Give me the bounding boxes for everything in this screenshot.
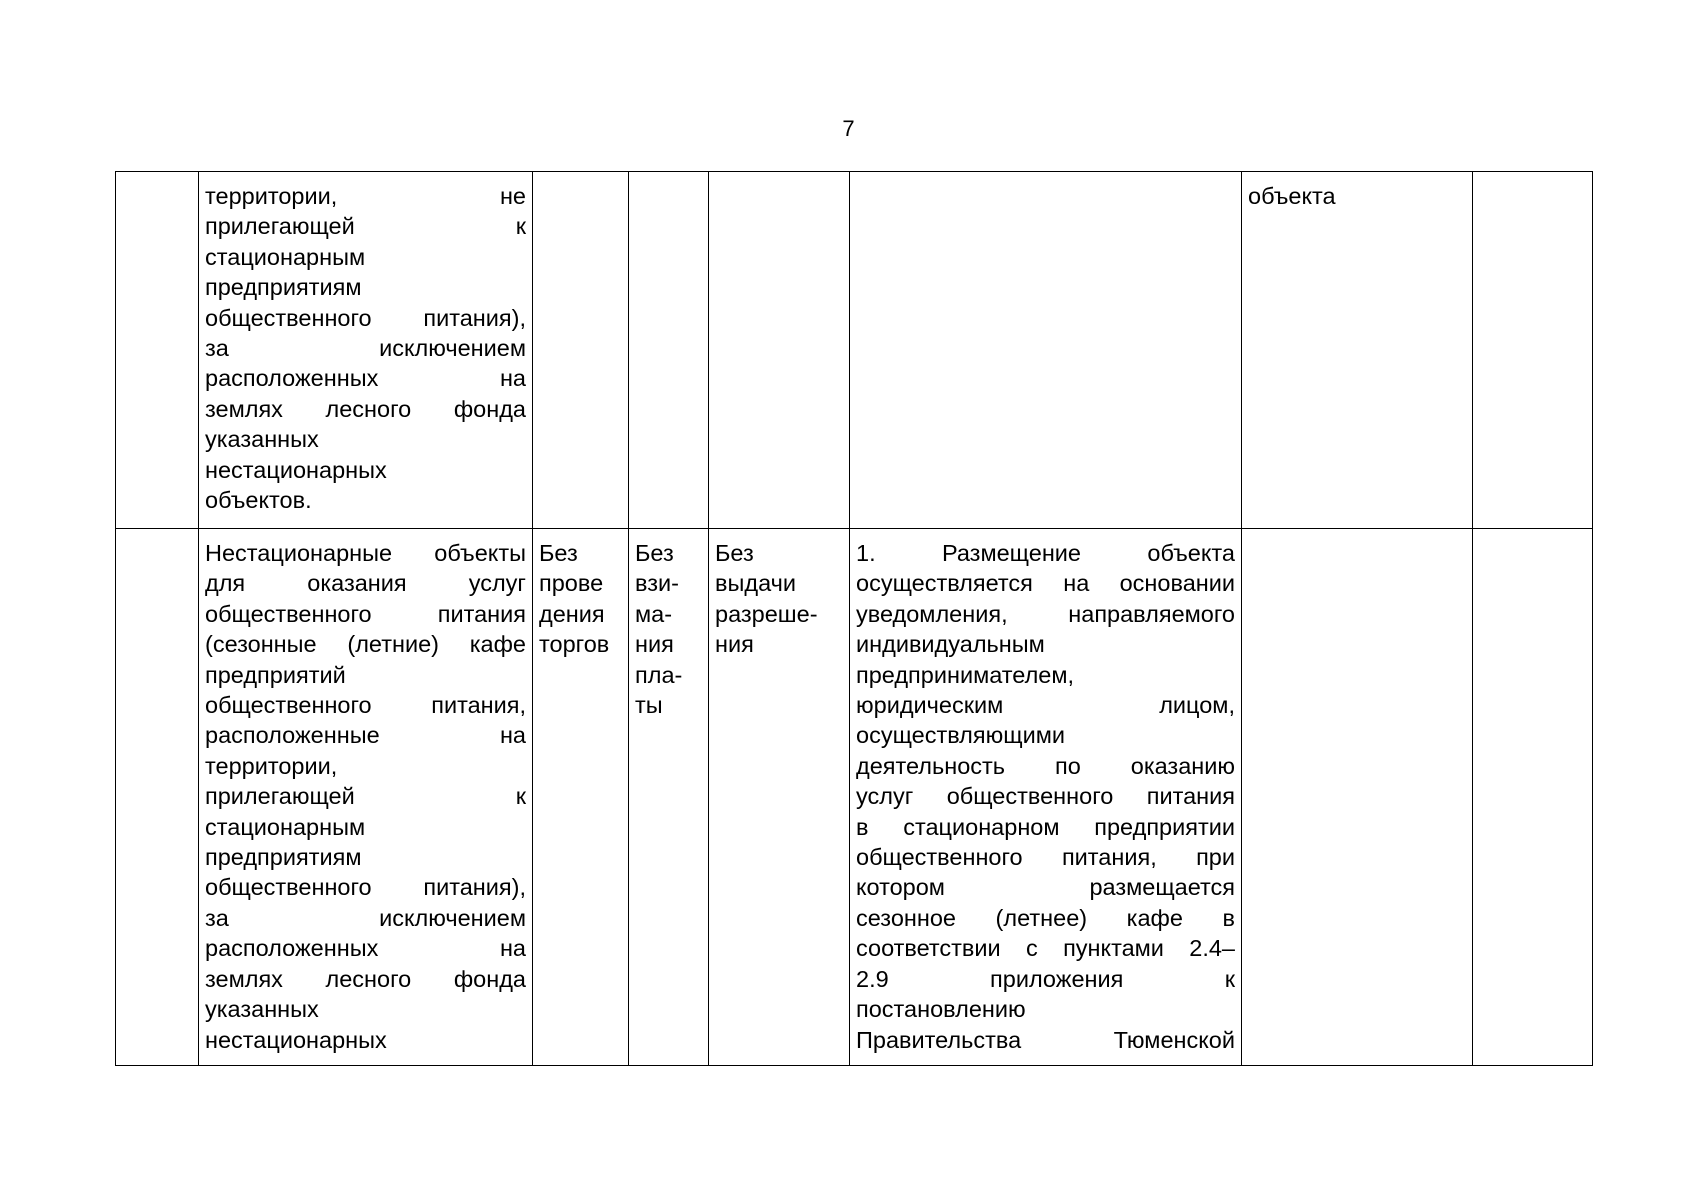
text-line: разреше- bbox=[715, 600, 818, 627]
text-line: индивидуальным bbox=[856, 631, 1045, 658]
text-line: услуг общественного питания bbox=[856, 783, 1235, 810]
text-line: указанных bbox=[205, 426, 319, 453]
text-line: соответствии с пунктами 2.4– bbox=[856, 935, 1235, 962]
document-table bbox=[115, 171, 1593, 1066]
table-cell-permit bbox=[709, 172, 850, 529]
text-line: общественного питания bbox=[205, 600, 526, 627]
text-line: общественного питания, bbox=[205, 692, 526, 719]
text-line: постановлению bbox=[856, 996, 1026, 1023]
text-line: Правительства Тюменской bbox=[856, 1026, 1235, 1053]
table-cell-fee bbox=[629, 529, 709, 1066]
object-type-text bbox=[205, 181, 526, 515]
text-line: предприятиям bbox=[205, 274, 362, 301]
text-line: Нестационарные объекты bbox=[205, 540, 526, 566]
text-line: котором размещается bbox=[856, 874, 1235, 901]
text-line: объектов. bbox=[205, 487, 312, 514]
text-line: расположенных на bbox=[205, 935, 526, 962]
text-line: общественного питания), bbox=[205, 304, 526, 331]
table-row bbox=[116, 529, 1593, 1066]
text-line: дения bbox=[539, 600, 605, 627]
text-line: сезонное (летнее) кафе в bbox=[856, 904, 1235, 931]
text-line: землях лесного фонда bbox=[205, 965, 526, 992]
text-line: расположенные на bbox=[205, 722, 526, 749]
object-type-text bbox=[205, 538, 526, 1055]
text-line: пла- bbox=[635, 661, 683, 688]
table-cell-permit bbox=[709, 529, 850, 1066]
text-line: общественного питания, при bbox=[856, 844, 1235, 871]
text-line: нестационарных bbox=[205, 456, 387, 483]
table-cell-object-type bbox=[199, 172, 533, 529]
text-line: за исключением bbox=[205, 335, 526, 362]
text-line: деятельность по оказанию bbox=[856, 752, 1235, 779]
table-cell-notes bbox=[1473, 529, 1593, 1066]
table-cell-number bbox=[116, 172, 199, 529]
text-line: 2.9 приложения к bbox=[856, 965, 1235, 992]
page-number: 7 bbox=[842, 116, 855, 141]
tender-text bbox=[539, 538, 622, 660]
text-line: осуществляющими bbox=[856, 722, 1065, 749]
text-line: территории, bbox=[205, 752, 338, 779]
text-line: прилегающей к bbox=[205, 213, 526, 240]
table-cell-tender bbox=[533, 529, 629, 1066]
text-line: (сезонные (летние) кафе bbox=[205, 631, 526, 658]
text-line: расположенных на bbox=[205, 365, 526, 392]
table-cell-fee bbox=[629, 172, 709, 529]
table-cell-number bbox=[116, 529, 199, 1066]
text-line: стационарным bbox=[205, 243, 366, 270]
text-line: Без bbox=[715, 540, 754, 566]
conditions-text bbox=[856, 538, 1235, 1055]
table-cell-object-type bbox=[199, 529, 533, 1066]
text-line: ния bbox=[715, 631, 754, 658]
table-row bbox=[116, 172, 1593, 529]
text-line: Без bbox=[635, 540, 674, 566]
text-line: ма- bbox=[635, 600, 673, 627]
text-line: указанных bbox=[205, 996, 319, 1023]
text-line: ты bbox=[635, 692, 663, 719]
text-line: землях лесного фонда bbox=[205, 395, 526, 422]
text-line: в стационарном предприятии bbox=[856, 813, 1235, 840]
text-line: осуществляется на основании bbox=[856, 570, 1235, 597]
text-line: взи- bbox=[635, 570, 679, 597]
text-line: предприятиям bbox=[205, 844, 362, 871]
table-cell-extra bbox=[1242, 172, 1473, 529]
text-line: Без bbox=[539, 540, 578, 566]
table-cell-conditions bbox=[850, 529, 1242, 1066]
text-line: ния bbox=[635, 631, 674, 658]
text-line: предприятий bbox=[205, 661, 346, 688]
fee-text bbox=[635, 538, 702, 720]
text-line: выдачи bbox=[715, 570, 797, 597]
text-line: территории, не bbox=[205, 183, 526, 209]
text-line: торгов bbox=[539, 631, 610, 658]
text-line: прилегающей к bbox=[205, 783, 526, 810]
text-line: юридическим лицом, bbox=[856, 692, 1235, 719]
text-line: прове bbox=[539, 570, 604, 597]
text-line: для оказания услуг bbox=[205, 570, 526, 597]
text-line: предпринимателем, bbox=[856, 661, 1075, 688]
permit-text bbox=[715, 538, 843, 660]
table-cell-conditions bbox=[850, 172, 1242, 529]
text-line: уведомления, направляемого bbox=[856, 600, 1235, 627]
extra-text: объекта bbox=[1248, 183, 1336, 209]
table-cell-notes bbox=[1473, 172, 1593, 529]
text-line: 1. Размещение объекта bbox=[856, 540, 1235, 566]
text-line: стационарным bbox=[205, 813, 366, 840]
text-line: за исключением bbox=[205, 904, 526, 931]
table-cell-extra bbox=[1242, 529, 1473, 1066]
text-line: общественного питания), bbox=[205, 874, 526, 901]
table-cell-tender bbox=[533, 172, 629, 529]
text-line: нестационарных bbox=[205, 1026, 387, 1053]
